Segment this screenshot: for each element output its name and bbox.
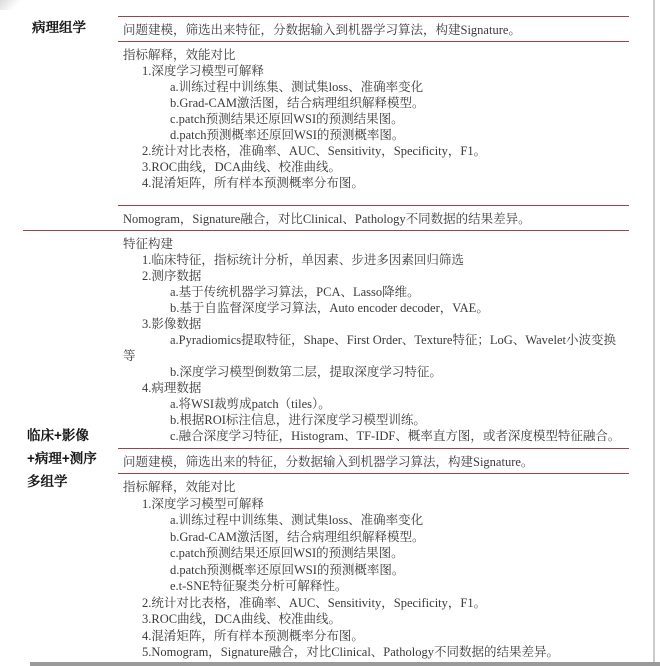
list-line: c.patch预测结果还原回WSI的预测结果图。 — [170, 546, 404, 560]
corner-artifact — [0, 0, 22, 10]
list-line: c.融合深度学习特征，Histogram、TF-IDF、概率直方图，或者深度模型特征融合。 — [170, 429, 621, 443]
list-line: 1.临床特征，指标统计分析，单因素、步进多因素回归筛选 — [142, 253, 464, 267]
list-line: b.深度学习模型倒数第二层，提取深度学习特征。 — [170, 365, 442, 379]
list-line: e.t-SNE特征聚类分析可解释性。 — [170, 579, 348, 593]
list-line: a.Pyradiomics提取特征，Shape、First Order、Texture特征；LoG、Wavelet小波变换 — [170, 333, 616, 347]
list-line: d.patch预测概率还原回WSI的预测概率图。 — [170, 562, 405, 577]
list-line: 1.深度学习模型可解释 — [142, 64, 264, 78]
list-line: b.Grad-CAM激活图，结合病理组织解释模型。 — [170, 529, 425, 544]
bottom-scroll-edge — [30, 662, 660, 666]
list-line: a.基于传统机器学习算法，PCA、Lasso降维。 — [170, 285, 420, 299]
row-header-cell — [23, 16, 118, 230]
row-header-cell — [23, 231, 118, 661]
page-right-edge — [653, 0, 655, 666]
list-line: 等 — [123, 349, 136, 363]
list-line: 4.混淆矩阵，所有样本预测概率分布图。 — [142, 628, 364, 643]
list-line: 3.ROC曲线，DCA曲线、校准曲线。 — [142, 160, 341, 174]
table-section — [23, 16, 629, 231]
list-line: 5.Nomogram，Signature融合，对比Clinical、Pathology不同数据的结果差异。 — [142, 645, 559, 659]
list-line: a.训练过程中训练集、测试集loss、准确率变化 — [170, 513, 424, 527]
list-line: 4.病理数据 — [142, 381, 202, 395]
list-line: 2.统计对比表格，准确率、AUC、Sensitivity，Specificity，F1。 — [142, 595, 487, 610]
list-line: 2.统计对比表格，准确率、AUC、Sensitivity，Specificity，F1。 — [142, 144, 487, 158]
content-cell — [118, 231, 629, 661]
list-line: d.patch预测概率还原回WSI的预测概率图。 — [170, 128, 405, 142]
list-line: c.patch预测结果还原回WSI的预测结果图。 — [170, 112, 404, 126]
problem-modeling-row: 问题建模，筛选出来特征，分数据输入到机器学习算法，构建Signature。 — [118, 16, 629, 42]
table-section — [23, 231, 629, 661]
method-table — [0, 16, 660, 661]
content-cell — [118, 16, 629, 230]
row-header-label: 病理组学 — [32, 20, 86, 35]
row-header-label: 临床+影像+病理+测序多组学 — [27, 428, 97, 489]
nomogram-fusion-row: Nomogram，Signature融合，对比Clinical、Pathology不同数据的结果差异。 — [118, 205, 629, 230]
list-line: a.训练过程中训练集、测试集loss、准确率变化 — [170, 80, 424, 94]
list-line: b.Grad-CAM激活图，结合病理组织解释模型。 — [170, 96, 425, 110]
list-line: 4.混淆矩阵，所有样本预测概率分布图。 — [142, 176, 364, 190]
list-line: b.根据ROI标注信息，进行深度学习模型训练。 — [170, 413, 426, 427]
list-line: 3.影像数据 — [142, 317, 202, 331]
list-line: 指标解释，效能对比 — [123, 480, 236, 494]
list-line: 1.深度学习模型可解释 — [142, 496, 264, 511]
list-line: b.基于自监督深度学习算法，Auto encoder decoder，VAE。 — [170, 301, 489, 315]
list-line: 指标解释，效能对比 — [123, 48, 236, 62]
content-list — [118, 42, 629, 205]
list-line: 2.测序数据 — [142, 269, 202, 283]
content-list — [118, 231, 629, 448]
list-line: a.将WSI裁剪成patch（tiles）。 — [170, 397, 331, 411]
problem-modeling-row: 问题建模，筛选出来的特征，分数据输入到机器学习算法，构建Signature。 — [118, 448, 629, 474]
content-list — [118, 474, 629, 661]
list-line: 3.ROC曲线，DCA曲线、校准曲线。 — [142, 612, 341, 626]
list-line: 特征构建 — [123, 237, 174, 251]
